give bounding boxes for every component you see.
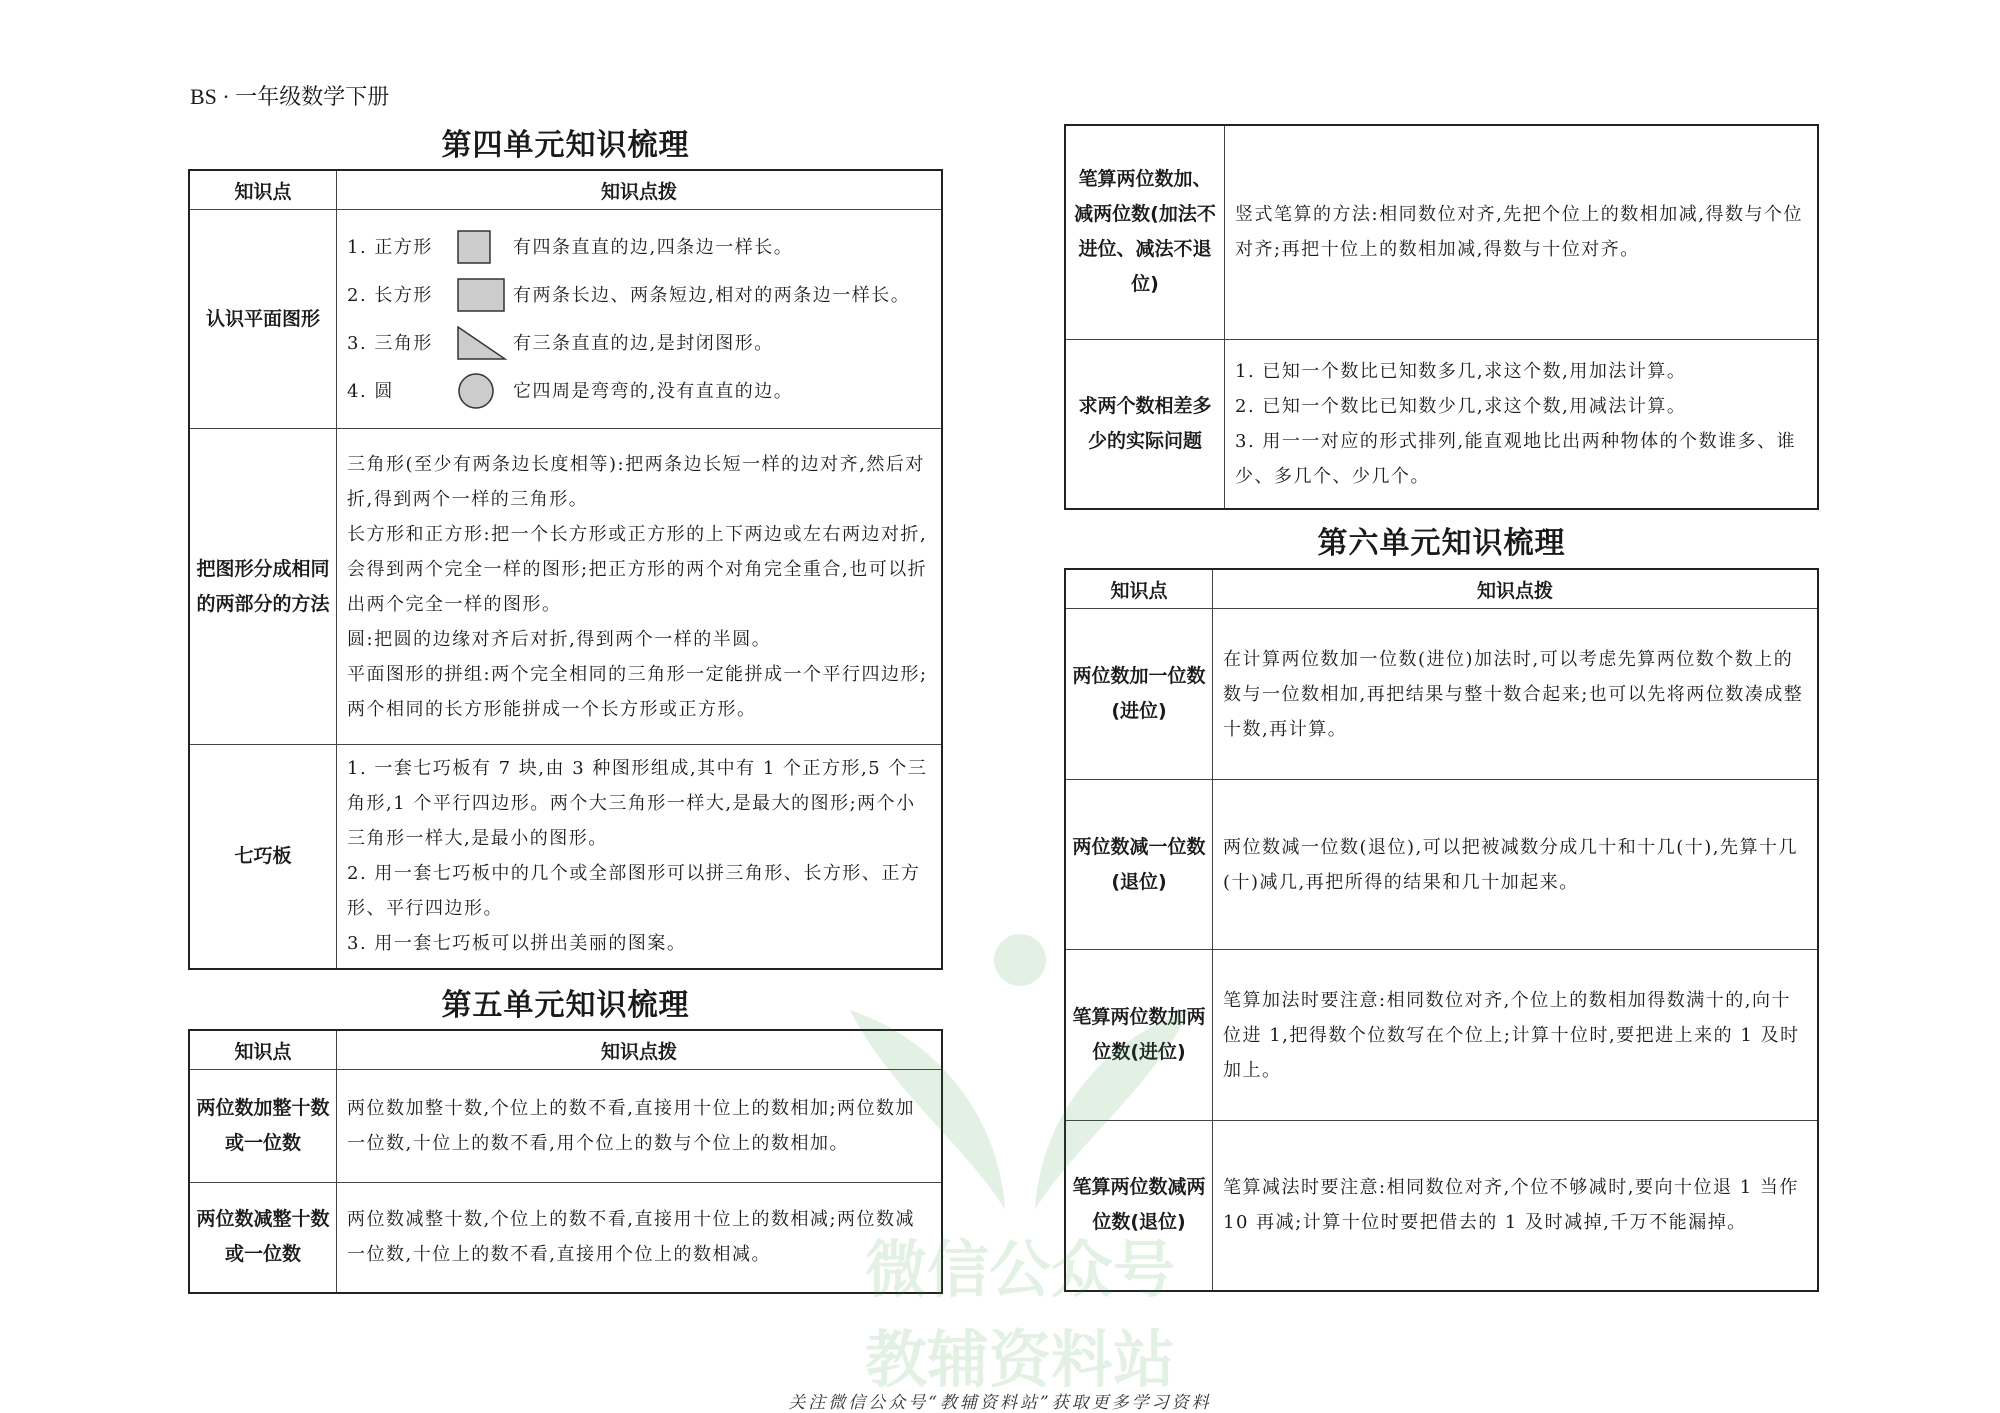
square-icon: [457, 230, 513, 264]
tip-paragraph: 笔算加法时要注意:相同数位对齐,个位上的数相加得数满十的,向十位进 1,把得数个位数写在个位上;计算十位时,要把进上来的 1 及时加上。: [1223, 989, 1800, 1081]
knowledge-point: 七巧板: [189, 745, 337, 969]
knowledge-point: 笔算两位数加两位数(进位): [1065, 950, 1213, 1121]
header-knowledge-tip: 知识点拨: [337, 170, 943, 210]
knowledge-tip: [1213, 780, 1819, 950]
shape-item: [347, 271, 933, 319]
knowledge-point: 两位数加一位数(进位): [1065, 609, 1213, 780]
tip-paragraph: 两位数减一位数(退位),可以把被减数分成几十和十几(十),先算十几(十)减几,再把所得的结果和几十加起来。: [1223, 836, 1799, 893]
unit4-title: 第四单元知识梳理: [441, 128, 690, 163]
running-head: BS · 一年级数学下册: [190, 84, 390, 109]
unit4-table: [188, 169, 943, 970]
table-row: [189, 1183, 942, 1293]
table-row: [1065, 609, 1818, 780]
shape-item: [347, 223, 933, 271]
shape-item: [347, 367, 933, 415]
shape-label: 4. 圆: [347, 380, 394, 402]
shape-item: [347, 319, 933, 367]
shape-description: 有四条直直的边,四条边一样长。: [513, 236, 794, 258]
tip-paragraph: 1. 已知一个数比已知数多几,求这个数,用加法计算。: [1235, 360, 1687, 382]
tip-paragraph: 笔算减法时要注意:相同数位对齐,个位不够减时,要向十位退 1 当作 10 再减;计算十位时要把借去的 1 及时减掉,千万不能漏掉。: [1223, 1177, 1799, 1234]
tip-paragraph: 1. 一套七巧板有 7 块,由 3 种图形组成,其中有 1 个正方形,5 个三角形,1 个平行四边形。两个大三角形一样大,是最大的图形;两个小三角形一样大,是最小的图形。: [347, 758, 928, 850]
triangle-icon: [457, 326, 513, 360]
knowledge-point: 认识平面图形: [189, 210, 337, 429]
header-knowledge-point: 知识点: [1065, 569, 1213, 609]
unit5-title: 第五单元知识梳理: [441, 988, 690, 1023]
knowledge-point: 笔算两位数减两位数(退位): [1065, 1121, 1213, 1291]
tip-paragraph: 2. 已知一个数比已知数少几,求这个数,用减法计算。: [1235, 395, 1687, 417]
tip-paragraph: 3. 用一套七巧板可以拼出美丽的图案。: [347, 933, 687, 955]
knowledge-tip: [337, 1070, 943, 1183]
tip-paragraph: 圆:把圆的边缘对齐后对折,得到两个一样的半圆。: [347, 628, 772, 650]
knowledge-point: 把图形分成相同的两部分的方法: [189, 429, 337, 745]
shape-label: 2. 长方形: [347, 284, 433, 306]
header-knowledge-tip: 知识点拨: [337, 1030, 943, 1070]
circle-icon: [457, 372, 513, 410]
header-knowledge-point: 知识点: [189, 1030, 337, 1070]
knowledge-tip: [1225, 125, 1819, 339]
knowledge-tip: [1225, 339, 1819, 509]
knowledge-tip: [1213, 609, 1819, 780]
unit5-table: [188, 1029, 943, 1294]
header-knowledge-tip: 知识点拨: [1213, 569, 1819, 609]
shape-list: [337, 210, 943, 429]
table-row: [189, 1070, 942, 1183]
tip-paragraph: 三角形(至少有两条边长度相等):把两条边长短一样的边对齐,然后对折,得到两个一样的三角形。: [347, 453, 925, 510]
unit6-title: 第六单元知识梳理: [1317, 526, 1566, 561]
table-row: [1065, 780, 1818, 950]
knowledge-point: 求两个数相差多少的实际问题: [1065, 339, 1225, 509]
knowledge-tip: [1213, 1121, 1819, 1291]
table-row: [189, 429, 942, 745]
rectangle-icon: [457, 278, 513, 312]
tip-paragraph: 两位数加整十数,个位上的数不看,直接用十位上的数相加;两位数加一位数,十位上的数不看,用个位上的数与个位上的数相加。: [347, 1098, 916, 1154]
shape-label: 1. 正方形: [347, 236, 433, 258]
knowledge-tip: [337, 1183, 943, 1293]
header-knowledge-point: 知识点: [189, 170, 337, 210]
knowledge-tip: [337, 429, 943, 745]
knowledge-point: 两位数减整十数或一位数: [189, 1183, 337, 1293]
shape-label: 3. 三角形: [347, 332, 433, 354]
knowledge-tip: [337, 745, 943, 969]
table-row: [1065, 339, 1818, 509]
header-row: [189, 170, 942, 210]
shape-description: 有两条长边、两条短边,相对的两条边一样长。: [513, 284, 911, 306]
tip-paragraph: 两位数减整十数,个位上的数不看,直接用十位上的数相减;两位数减一位数,十位上的数不看,直接用个位上的数相减。: [347, 1209, 916, 1266]
table-row: [189, 745, 942, 969]
knowledge-point: 两位数加整十数或一位数: [189, 1070, 337, 1183]
shape-description: 它四周是弯弯的,没有直直的边。: [513, 380, 794, 402]
header-row: [189, 1030, 942, 1070]
watermark-line2: 教辅资料站: [864, 1323, 1175, 1396]
footer-note: 关注微信公众号“教辅资料站”获取更多学习资料: [788, 1393, 1212, 1413]
tip-paragraph: 2. 用一套七巧板中的几个或全部图形可以拼三角形、长方形、正方形、平行四边形。: [347, 863, 921, 920]
table-row: [1065, 125, 1818, 339]
tip-paragraph: 3. 用一一对应的形式排列,能直观地比出两种物体的个数谁多、谁少、多几个、少几个。: [1235, 430, 1797, 487]
table-row: [1065, 950, 1818, 1121]
tip-paragraph: 竖式笔算的方法:相同数位对齐,先把个位上的数相加减,得数与个位对齐;再把十位上的数相加减,得数与十位对齐。: [1235, 204, 1804, 261]
table-row: [1065, 1121, 1818, 1291]
knowledge-point: 笔算两位数加、减两位数(加法不进位、减法不退位): [1065, 125, 1225, 339]
knowledge-tip: [1213, 950, 1819, 1121]
tip-paragraph: 在计算两位数加一位数(进位)加法时,可以考虑先算两位数个数上的数与一位数相加,再把结果与整十数合起来;也可以先将两位数凑成整十数,再计算。: [1223, 648, 1804, 740]
knowledge-point: 两位数减一位数(退位): [1065, 780, 1213, 950]
unit6-table: [1064, 568, 1819, 1292]
unit5-continued-table: [1064, 124, 1819, 510]
header-row: [1065, 569, 1818, 609]
watermark-line1: 微信公众号: [864, 1233, 1175, 1306]
table-row: [189, 210, 942, 429]
tip-paragraph: 长方形和正方形:把一个长方形或正方形的上下两边或左右两边对折,会得到两个完全一样的图形;把正方形的两个对角完全重合,也可以折出两个完全一样的图形。: [347, 523, 928, 615]
shape-description: 有三条直直的边,是封闭图形。: [513, 332, 774, 354]
tip-paragraph: 平面图形的拼组:两个完全相同的三角形一定能拼成一个平行四边形;两个相同的长方形能拼成一个长方形或正方形。: [347, 663, 928, 720]
